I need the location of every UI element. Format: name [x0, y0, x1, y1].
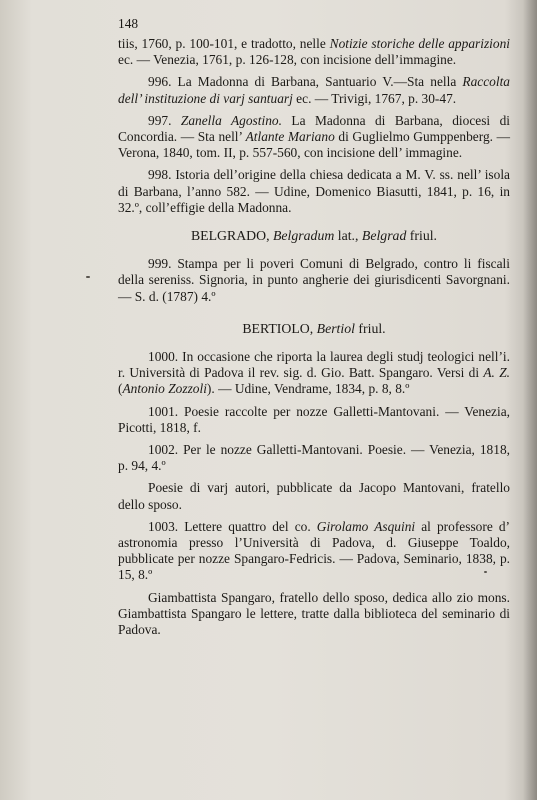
text-run: friul. [406, 228, 438, 244]
text-run: tiis, 1760, p. 100-101, e tradotto, nelle [118, 36, 330, 51]
entry-paragraph [118, 167, 510, 216]
text-run: 997. [148, 112, 181, 128]
entry-paragraph [118, 480, 510, 512]
text-run: ( [118, 381, 123, 397]
text-run: 999. Stampa per li poveri Comuni di Belgrado, contro li fiscali della sereniss. Signoria, in punto angherie dei giurisdicenti Savorgnani. — S. d. (1787) 4.º [118, 256, 510, 304]
text-run: Poesie di varj autori, pubblicate da Jacopo Mantovani, fratello dello sposo. [118, 480, 510, 512]
italic-run: Girolamo Asquini [316, 518, 416, 534]
text-run: BELGRADO, [190, 228, 273, 244]
page-text [118, 16, 510, 644]
text-run: 998. Istoria dell’origine della chiesa dedicata a M. V. ss. nell’ isola di Barbana, l’anno 582. — Udine, Domenico Biasutti, 1841, p. 16, in 32.º, coll’effigie della Madonna. [118, 167, 510, 215]
page-number: 148 [118, 16, 139, 31]
text-run: 1003. Lettere quattro del co. [148, 518, 317, 534]
text-run: 1002. Per le nozze Galletti-Mantovani. Poesie. — Venezia, 1818, p. 94, 4.º [118, 442, 510, 474]
page-edge-shadow [523, 0, 537, 800]
italic-run: Belgrad [361, 228, 407, 244]
text-run: di Guglielmo Gumppenberg. — Verona, 1840, tom. II, p. 557-560, con incisione dell’ immagine. [118, 129, 510, 161]
text-run: 1001. Poesie raccolte per nozze Galletti-Mantovani. — Venezia, Picotti, 1818, f. [118, 403, 510, 435]
text-run: La Madonna di Barbana, diocesi di Concordia. — Sta nell’ [118, 112, 510, 145]
italic-run: Atlante Mariano [245, 129, 335, 145]
page-content [118, 36, 510, 638]
text-run: 1000. In occasione che riporta la laurea degli studj teologici nell’i. r. Università di Padova il rev. sig. d. Gio. Batt. Spangaro. Versi di [118, 349, 510, 381]
text-run: lat., [334, 228, 362, 244]
text-run: Giambattista Spangaro, fratello dello sposo, dedica allo zio mons. Giambattista Spangaro le lettere, tratte dalla biblioteca del seminario di Padova. [118, 589, 510, 638]
text-run: BERTIOLO, [242, 320, 317, 336]
section-heading [118, 321, 510, 337]
italic-run: A. Z. [483, 365, 511, 381]
entry-paragraph [118, 442, 510, 474]
italic-run: Antonio Zozzoli [122, 381, 207, 397]
entry-paragraph [118, 74, 510, 106]
entry-paragraph [118, 256, 510, 305]
italic-run: Belgradum [273, 228, 335, 244]
text-run: ). — Udine, Vendrame, 1834, p. 8, 8.º [206, 381, 410, 397]
entry-paragraph [118, 113, 510, 162]
italic-run: Notizie storiche delle apparizioni [329, 36, 510, 51]
text-run: friul. [354, 320, 386, 336]
text-run: ec. — Venezia, 1761, p. 126-128, con incisione dell’immagine. [118, 52, 457, 68]
italic-run: Zanella Agostino. [180, 112, 282, 128]
entry-paragraph [118, 349, 510, 398]
text-run: 996. La Madonna di Barbana, Santuario V.—Sta nella [148, 74, 463, 90]
text-run: ec. — Trivigi, 1767, p. 30-47. [292, 90, 457, 106]
entry-paragraph [118, 404, 510, 436]
entry-paragraph [118, 519, 510, 584]
italic-run: Bertiol [316, 320, 355, 336]
entry-paragraph [118, 590, 510, 639]
italic-run: Raccolta dell’ instituzione di varj santuarj [118, 74, 510, 106]
ink-speck [86, 276, 90, 278]
entry-paragraph [118, 36, 510, 68]
section-heading [118, 228, 510, 244]
text-run: al professore d’ astronomia presso l’Università di Padova, d. Giuseppe Toaldo, pubblicate per nozze Spangaro-Fedricis. — Padova, Seminario, 1838, p. 15, 8.º [118, 518, 511, 583]
